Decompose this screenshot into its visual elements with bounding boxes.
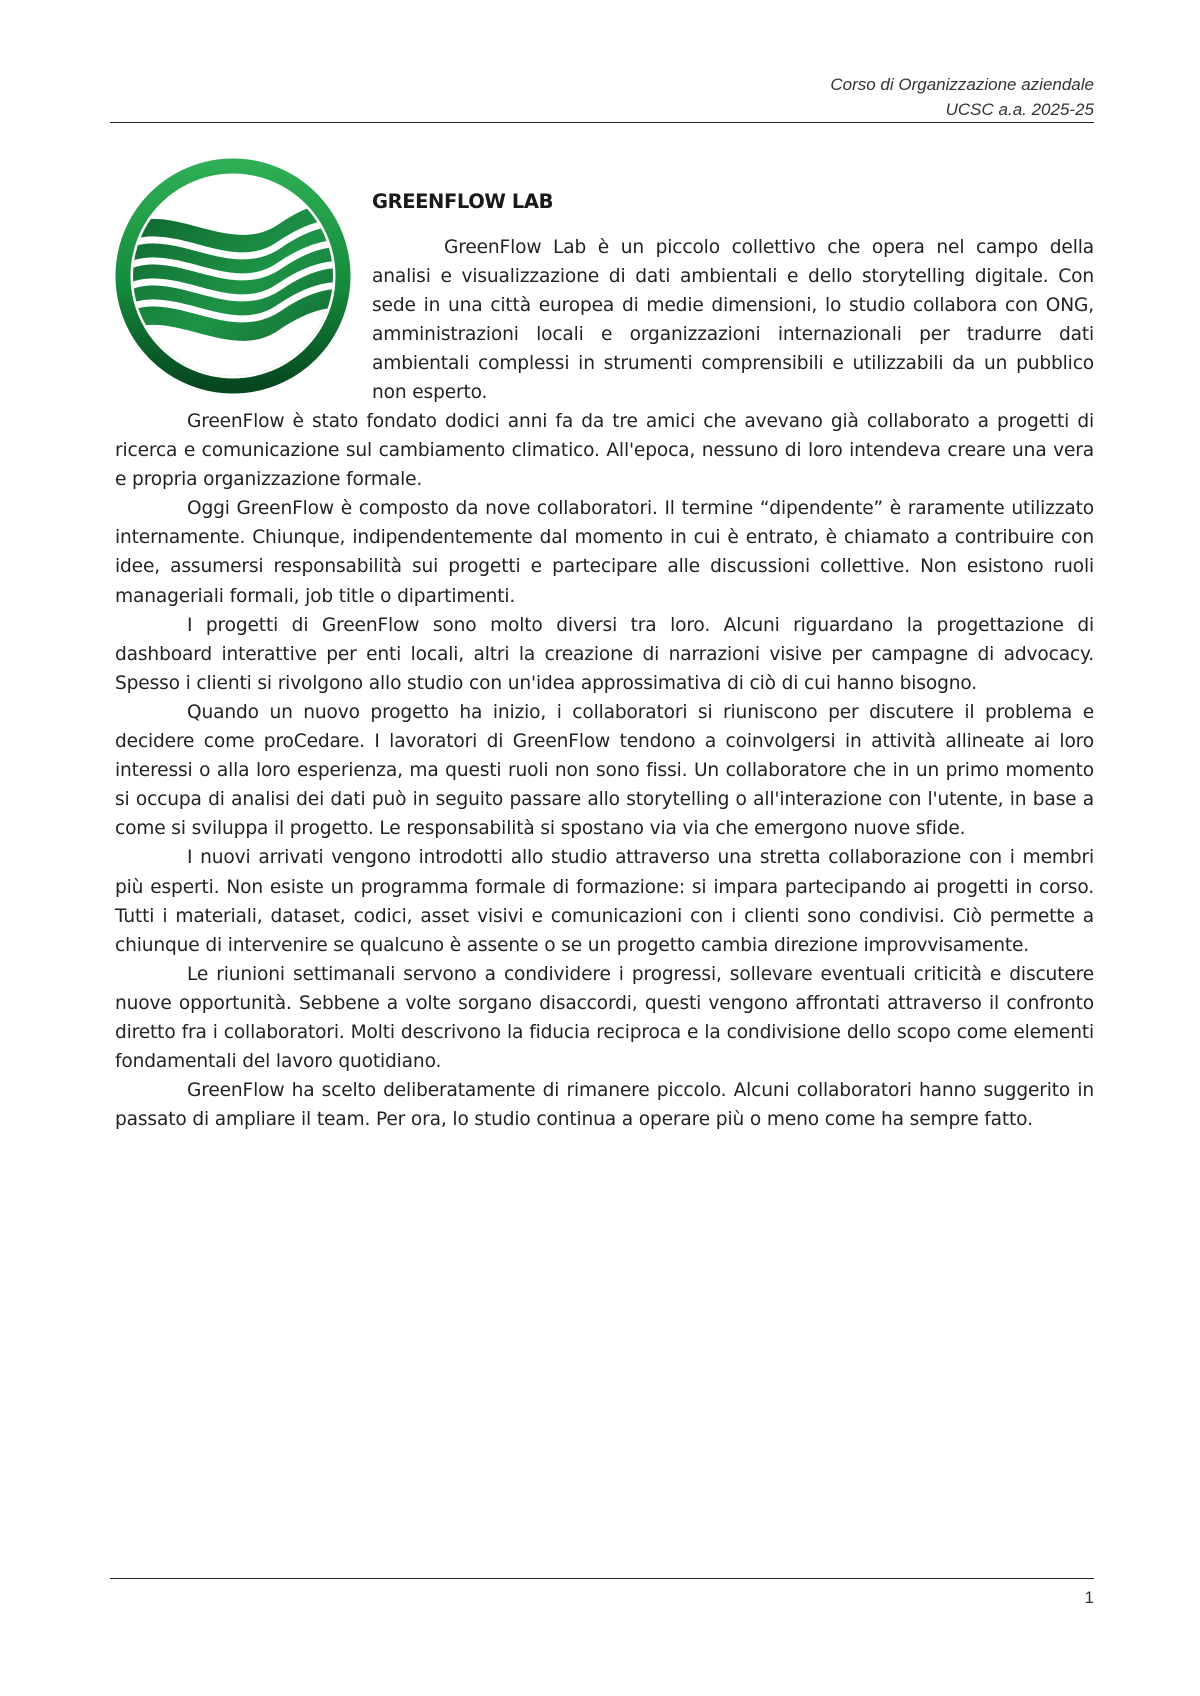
waves-circle-logo-icon — [115, 158, 351, 394]
body-section — [115, 407, 1094, 1134]
intro-section — [372, 233, 1094, 408]
paragraph-team: Oggi GreenFlow è composto da nove collaboratori. Il termine “dipendente” è raramente utilizzato internamente. Chiunque, indipendentemente dal momento in cui è entrato, è chiamato a contribuire con idee, assumersi responsabilità sui progetti e partecipare alle discussioni collettive. Non esistono ruoli manageriali formali, job title o dipartimenti. — [115, 498, 1094, 607]
intro-paragraph: GreenFlow Lab è un piccolo collettivo che opera nel campo della analisi e visualizzazione di dati ambientali e dello storytelling digitale. Con sede in una città europea di medie dimensioni, lo studio collabora con ONG, amministrazioni locali e organizzazioni internazionali per tradurre dati ambientali complessi in strumenti comprensibili e utilizzabili da un pubblico non esperto. — [372, 237, 1094, 404]
page-number: 1 — [1084, 1588, 1094, 1607]
paragraph-meetings: Le riunioni settimanali servono a condividere i progressi, sollevare eventuali criticità e discutere nuove opportunità. Sebbene a volte sorgano disaccordi, questi vengono affrontati attraverso il confronto diretto fra i collaboratori. Molti descrivono la fiducia reciproca e la condivisione dello scopo come elementi fondamentali del lavoro quotidiano. — [115, 963, 1094, 1073]
paragraph-growth: GreenFlow ha scelto deliberatamente di rimanere piccolo. Alcuni collaboratori hanno suggerito in passato di ampliare il team. Per ora, lo studio continua a operare più o meno come ha sempre fatto. — [115, 1080, 1094, 1131]
page-header — [110, 72, 1094, 122]
header-course: Corso di Organizzazione aziendale — [830, 75, 1094, 94]
paragraph-onboarding: I nuovi arrivati vengono introdotti allo studio attraverso una stretta collaborazione con i membri più esperti. Non esiste un programma formale di formazione: si impara partecipando ai progetti in corso. Tutti i materiali, dataset, codici, asset visivi e comunicazioni con i clienti sono condivisi. Ciò permette a chiunque di intervenire se qualcuno è assente o se un progetto cambia direzione improvvisamente. — [115, 847, 1094, 956]
paragraph-process: Quando un nuovo progetto ha inizio, i collaboratori si riuniscono per discutere il problema e decidere come proCedare. I lavoratori di GreenFlow tendono a coinvolgersi in attività allineate ai loro interessi o alla loro esperienza, ma questi ruoli non sono fissi. Un collaboratore che in un primo momento si occupa di analisi dei dati può in seguito passare allo storytelling o all'interazione con l'utente, in base a come si sviluppa il progetto. Le responsabilità si spostano via via che emergono nuove sfide. — [115, 701, 1094, 840]
paragraph-projects: I progetti di GreenFlow sono molto diversi tra loro. Alcuni riguardano la progettazione di dashboard interattive per enti locali, altri la creazione di narrazioni visive per campagne di advocacy. Spesso i clienti si rivolgono allo studio con un'idea approssimativa di ciò di cui hanno bisogno. — [115, 614, 1094, 694]
header-divider — [110, 122, 1094, 123]
header-academic-year: UCSC a.a. 2025-25 — [945, 100, 1094, 119]
paragraph-founding: GreenFlow è stato fondato dodici anni fa da tre amici che avevano già collaborato a progetti di ricerca e comunicazione sul cambiamento climatico. All'epoca, nessuno di loro intendeva creare una vera e propria organizzazione formale. — [115, 411, 1094, 491]
footer-divider — [110, 1578, 1094, 1579]
document-title: GREENFLOW LAB — [372, 190, 554, 213]
